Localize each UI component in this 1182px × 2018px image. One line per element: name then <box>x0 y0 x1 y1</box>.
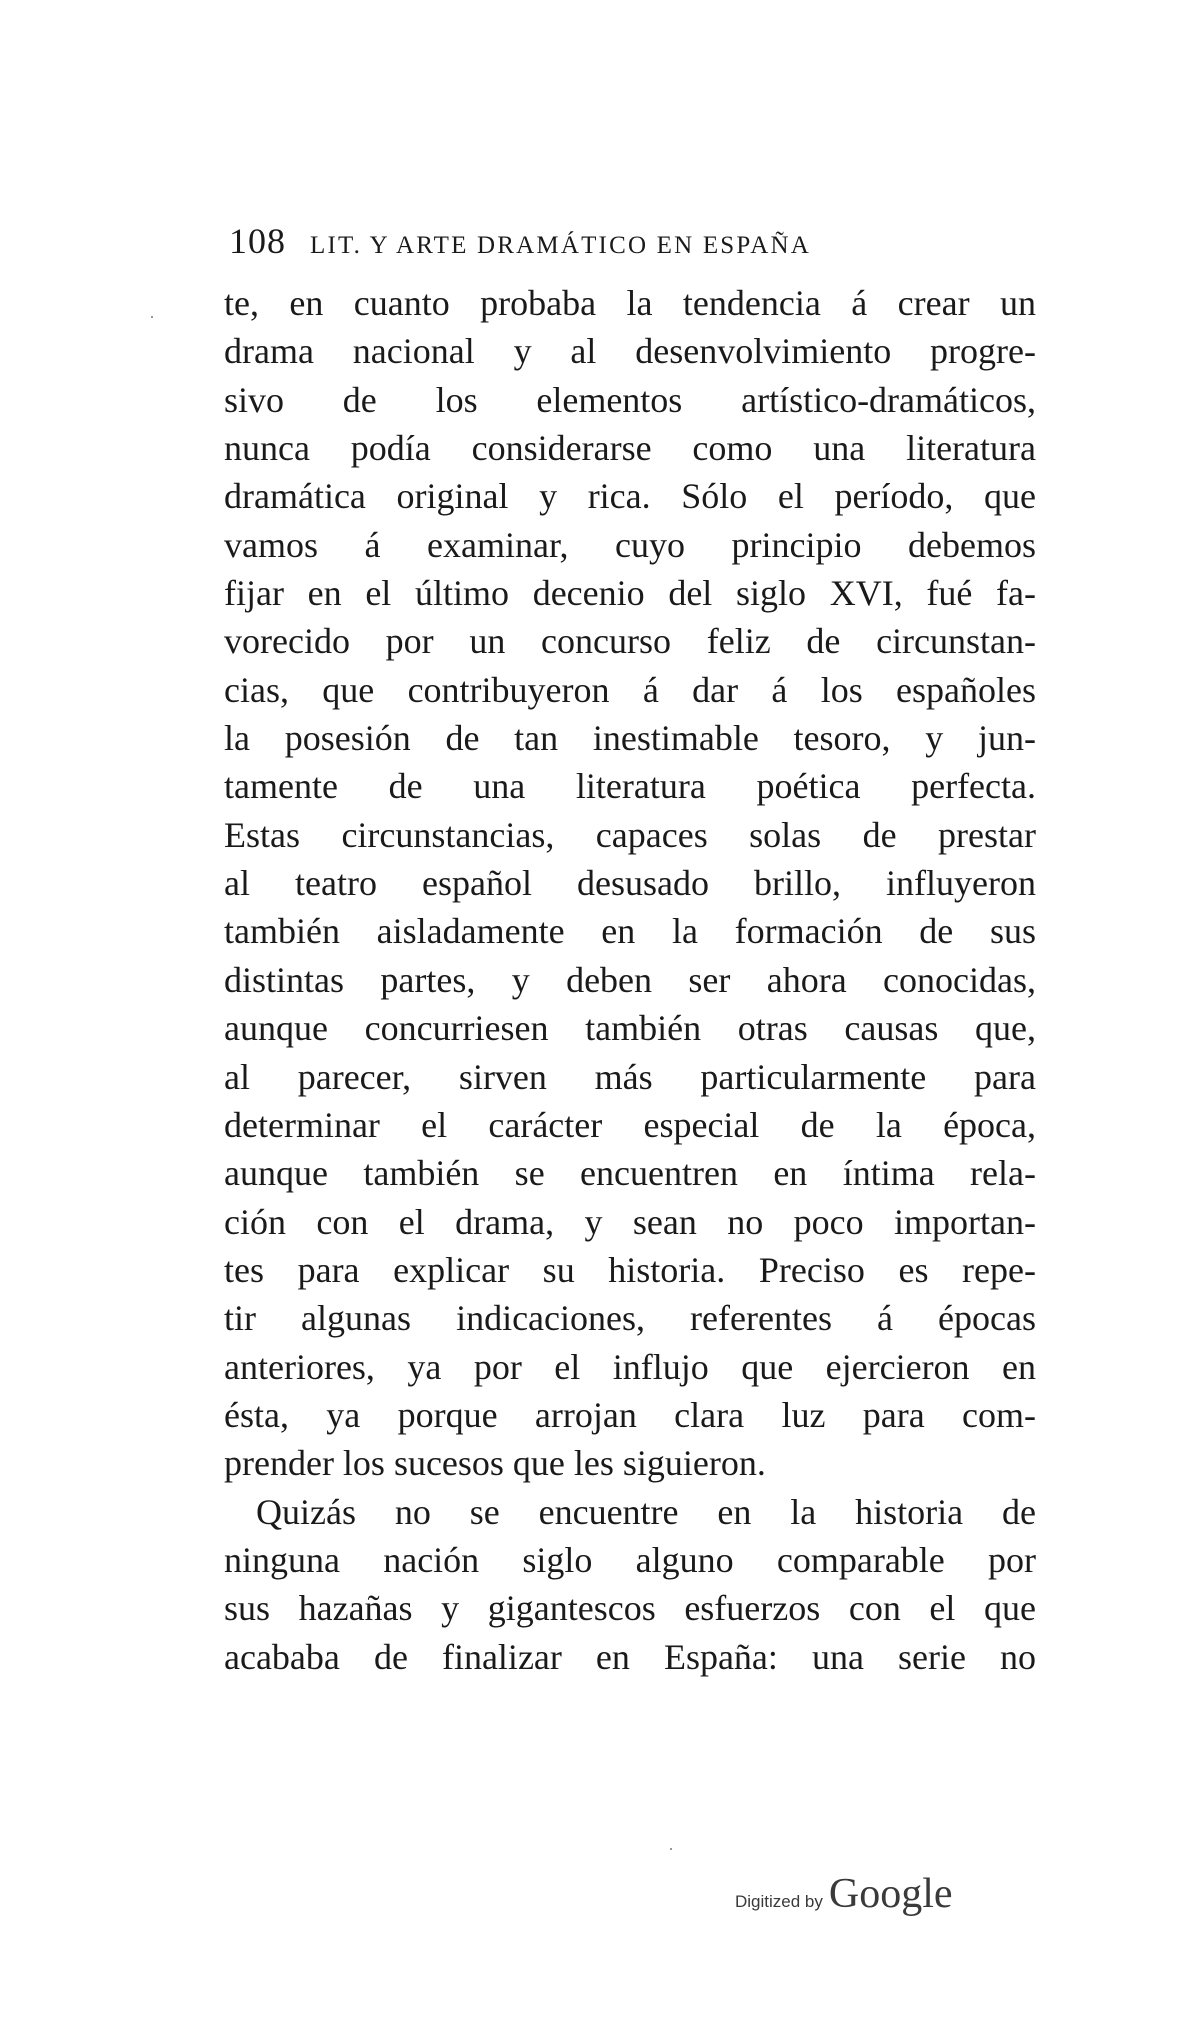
google-logo-text: Google <box>828 1871 953 1917</box>
running-head <box>229 220 1029 260</box>
text-line-paragraph-start: Quizás no se encuentre en la historia de <box>256 1491 1036 1532</box>
text-line: al parecer, sirven más particularmente para <box>224 1056 1036 1097</box>
running-title: LIT. Y ARTE DRAMÁTICO EN ESPAÑA <box>310 232 811 259</box>
text-line: determinar el carácter especial de la época, <box>224 1104 1036 1145</box>
digitized-by-google-watermark <box>735 1870 953 1918</box>
text-line: aunque concurriesen también otras causas que, <box>224 1008 1036 1049</box>
text-line: vamos á examinar, cuyo principio debemos <box>224 524 1036 565</box>
text-line: tes para explicar su historia. Preciso es repe- <box>224 1249 1036 1290</box>
text-line: dramática original y rica. Sólo el período, que <box>224 476 1036 517</box>
text-line: acababa de finalizar en España: una serie no <box>224 1636 1036 1677</box>
scan-speck <box>151 316 153 318</box>
text-line: al teatro español desusado brillo, influyeron <box>224 863 1036 904</box>
text-line: anteriores, ya por el influjo que ejercieron en <box>224 1346 1036 1387</box>
page-number: 108 <box>229 221 286 261</box>
text-line: aunque también se encuentren en íntima rela- <box>224 1153 1036 1194</box>
text-line: fijar en el último decenio del siglo XVI, fué fa- <box>224 573 1036 614</box>
text-line: ción con el drama, y sean no poco importan- <box>224 1201 1036 1242</box>
text-line: ésta, ya porque arrojan clara luz para com- <box>224 1394 1036 1435</box>
text-line: la posesión de tan inestimable tesoro, y jun- <box>224 718 1036 759</box>
text-line: cias, que contribuyeron á dar á los españoles <box>224 669 1036 710</box>
text-line: drama nacional y al desenvolvimiento progre- <box>224 331 1036 372</box>
text-line: ninguna nación siglo alguno comparable por <box>224 1539 1036 1580</box>
text-line: distintas partes, y deben ser ahora conocidas, <box>224 959 1036 1000</box>
text-line: sivo de los elementos artístico-dramáticos, <box>224 379 1036 420</box>
scan-speck <box>670 1848 672 1850</box>
body-text <box>224 279 1036 1681</box>
text-line: tamente de una literatura poética perfecta. <box>224 766 1036 807</box>
text-line: Estas circunstancias, capaces solas de prestar <box>224 814 1036 855</box>
text-line: nunca podía considerarse como una literatura <box>224 428 1036 469</box>
text-line: también aisladamente en la formación de sus <box>224 911 1036 952</box>
text-line: sus hazañas y gigantescos esfuerzos con el que <box>224 1588 1036 1629</box>
text-line-paragraph-end: prender los sucesos que les siguieron. <box>224 1443 766 1484</box>
text-line: te, en cuanto probaba la tendencia á crear un <box>224 283 1036 323</box>
digitized-by-label: Digitized by <box>735 1892 823 1911</box>
text-line: vorecido por un concurso feliz de circunstan- <box>224 621 1036 662</box>
text-line: tir algunas indicaciones, referentes á épocas <box>224 1298 1036 1339</box>
